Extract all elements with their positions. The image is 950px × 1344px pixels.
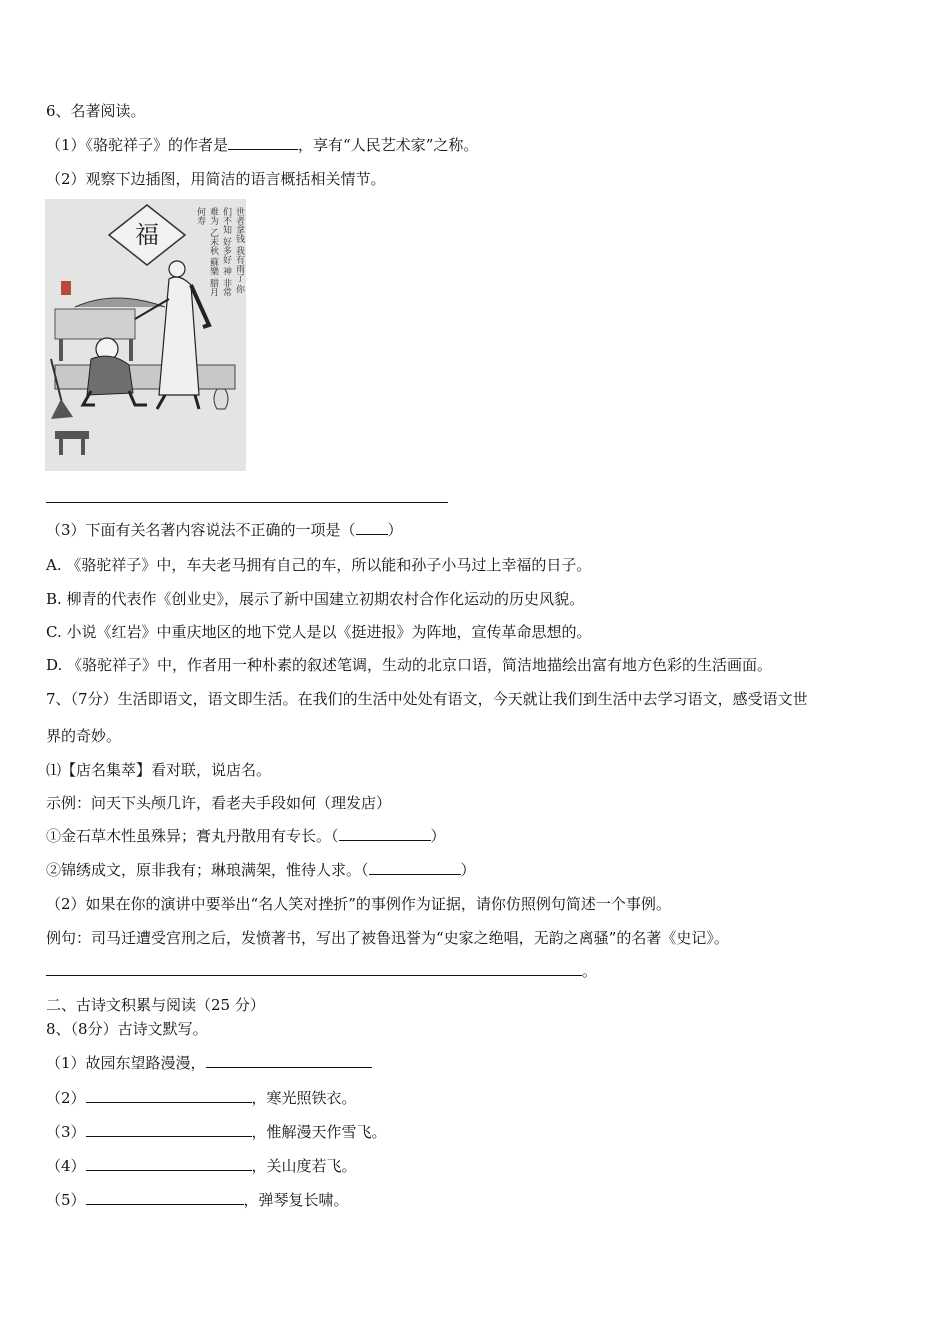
q7-item1 bbox=[46, 826, 446, 846]
q7-end-mark: 。 bbox=[582, 962, 598, 980]
answer-blank[interactable] bbox=[228, 135, 298, 150]
q8-line1 bbox=[46, 1053, 372, 1073]
answer-blank[interactable] bbox=[86, 1190, 244, 1205]
option-d: D. 《骆驼祥子》中，作者用一种朴素的叙述笔调，生动的北京口语，简洁地描绘出富有地方色彩的生活画面。 bbox=[46, 656, 773, 674]
answer-blank[interactable] bbox=[86, 1122, 252, 1137]
q7-part1: ⑴【店名集萃】看对联，说店名。 bbox=[46, 761, 272, 779]
q8-line2-num: （2） bbox=[46, 1089, 86, 1107]
q6-part1-text: （1）《骆驼祥子》的作者是 bbox=[46, 136, 229, 154]
answer-line[interactable] bbox=[46, 502, 448, 503]
q8-line4 bbox=[46, 1156, 357, 1176]
q7-example: 示例：问天下头颅几许，看老夫手段如何（理发店） bbox=[46, 794, 392, 812]
illustration-inscription: 世者拿钱 我有雨了 你们不知 好多好 神 非常 难为 乙未秋 蘇樂 腊月 何寿 bbox=[195, 207, 244, 297]
section-title: 二、古诗文积累与阅读（25 分） bbox=[46, 996, 265, 1014]
answer-blank[interactable] bbox=[206, 1053, 372, 1068]
q8-line2-text: ，寒光照铁衣。 bbox=[251, 1089, 357, 1107]
q8-line4-num: （4） bbox=[46, 1157, 86, 1175]
q6-title: 6、名著阅读。 bbox=[46, 102, 146, 120]
answer-blank[interactable] bbox=[369, 860, 461, 875]
q7-answer-line bbox=[46, 961, 597, 981]
q8-line5-num: （5） bbox=[46, 1191, 86, 1209]
q7-example2: 例句：司马迁遭受宫刑之后，发愤著书，写出了被鲁迅誉为“史家之绝唱，无韵之离骚”的名著《史记》。 bbox=[46, 929, 729, 947]
q7-item1-text-end: ） bbox=[430, 827, 446, 845]
q8-line2 bbox=[46, 1088, 357, 1108]
q6-part2: （2）观察下边插图，用简洁的语言概括相关情节。 bbox=[46, 170, 386, 188]
answer-blank[interactable] bbox=[86, 1088, 252, 1103]
q7-item2 bbox=[46, 860, 476, 880]
option-a: A. 《骆驼祥子》中，车夫老马拥有自己的车，所以能和孙子小马过上幸福的日子。 bbox=[46, 556, 592, 574]
q6-part3-text-end: ） bbox=[387, 521, 403, 539]
q6-part3-text: （3）下面有关名著内容说法不正确的一项是（ bbox=[46, 521, 356, 539]
q7-item2-text: ②锦绣成文，原非我有；琳琅满架，惟待人求。（ bbox=[46, 861, 369, 879]
q8-line1-text: （1）故园东望路漫漫， bbox=[46, 1054, 206, 1072]
q7-item1-text: ①金石草木性虽殊异；膏丸丹散用有专长。（ bbox=[46, 827, 339, 845]
answer-blank[interactable] bbox=[339, 826, 431, 841]
answer-blank[interactable] bbox=[86, 1156, 252, 1171]
answer-blank[interactable] bbox=[46, 961, 582, 976]
option-c: C. 小说《红岩》中重庆地区的地下党人是以《挺进报》为阵地，宣传革命思想的。 bbox=[46, 623, 592, 641]
q7-item2-text-end: ） bbox=[460, 861, 476, 879]
illustration-image bbox=[45, 199, 246, 471]
q6-part1-text-end: ，享有“人民艺术家”之称。 bbox=[298, 136, 479, 154]
q8-line3 bbox=[46, 1122, 387, 1142]
answer-blank[interactable] bbox=[356, 520, 388, 535]
q8-line3-text: ，惟解漫天作雪飞。 bbox=[251, 1123, 387, 1141]
q7-title-cont: 界的奇妙。 bbox=[46, 727, 122, 745]
q6-part1 bbox=[46, 135, 478, 155]
q8-line5 bbox=[46, 1190, 349, 1210]
q8-title: 8、（8分）古诗文默写。 bbox=[46, 1020, 208, 1038]
q6-part3 bbox=[46, 520, 403, 540]
illustration-char: 福 bbox=[135, 221, 159, 249]
q8-line3-num: （3） bbox=[46, 1123, 86, 1141]
q8-line4-text: ，关山度若飞。 bbox=[251, 1157, 357, 1175]
q8-line5-text: ，弹琴复长啸。 bbox=[243, 1191, 349, 1209]
option-b: B. 柳青的代表作《创业史》，展示了新中国建立初期农村合作化运动的历史风貌。 bbox=[46, 590, 585, 608]
q7-title: 7、（7分）生活即语文，语文即生活。在我们的生活中处处有语文，今天就让我们到生活中去学习语文，感受语文世 bbox=[46, 690, 808, 708]
q7-part2: （2）如果在你的演讲中要举出“名人笑对挫折”的事例作为证据，请你仿照例句简述一个事例。 bbox=[46, 895, 671, 913]
